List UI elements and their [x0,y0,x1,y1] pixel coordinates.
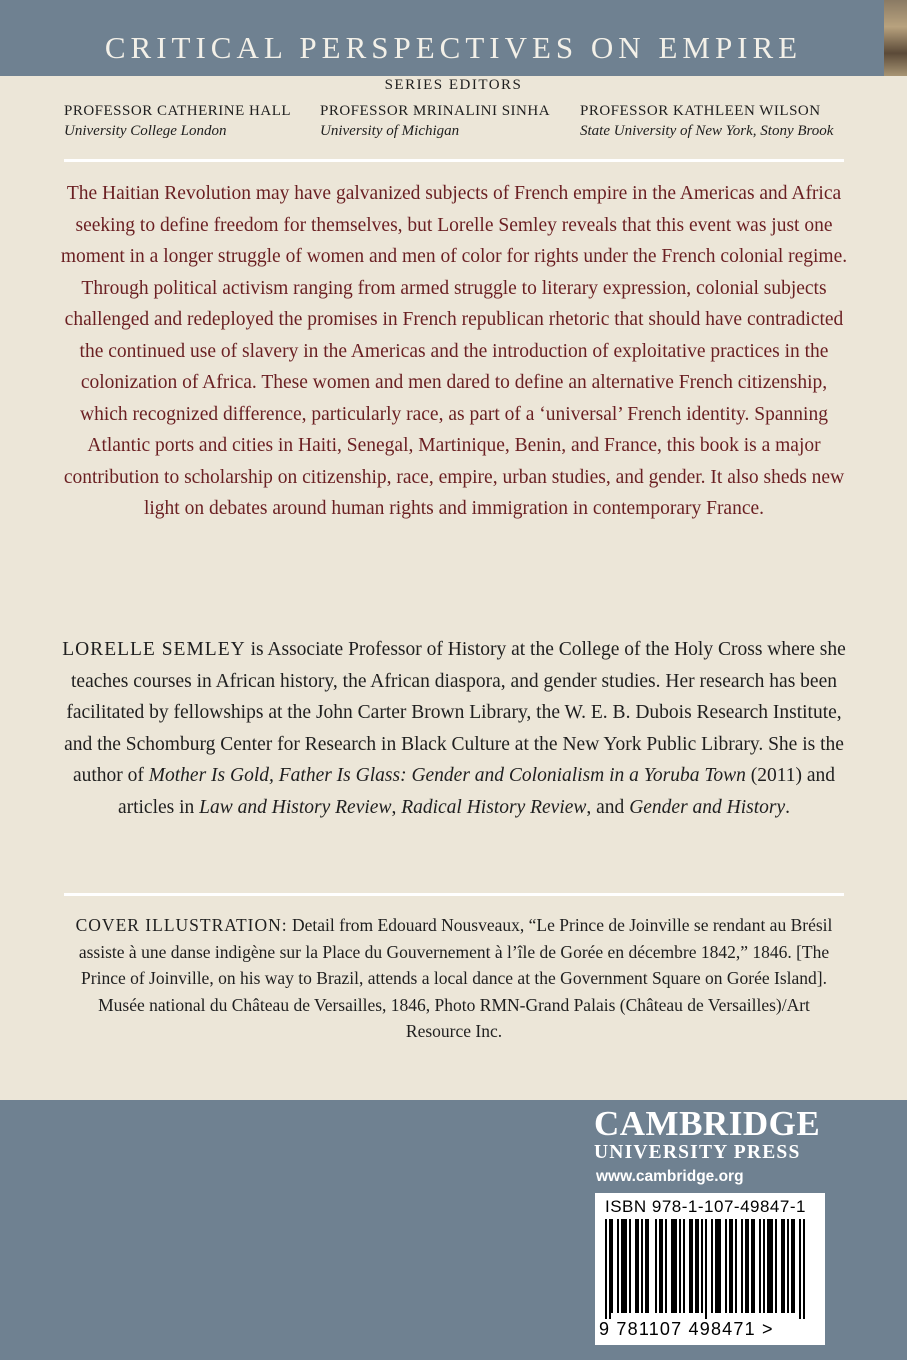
barcode-bar [711,1219,713,1313]
barcode-bar [661,1219,663,1313]
editor-name: PROFESSOR CATHERINE HALL [64,103,292,119]
series-editor [64,101,291,141]
barcode-bar [623,1219,625,1313]
barcode-bar [783,1219,785,1313]
barcode-bar [683,1219,685,1313]
barcode-bar [731,1219,733,1313]
barcode-bar [719,1219,721,1313]
journal-title: Law and History Review [199,796,392,818]
editor-institution: University of Michigan [320,123,460,139]
series-editors-heading: SERIES EDITORS [384,77,523,93]
barcode-bar [787,1219,789,1313]
book-description: The Haitian Revolution may have galvanized subjects of French empire in the Americas and Africa seeking to define freedom for themselves, but Lorelle Semley reveals that this event was just one moment in a longer struggle of women and men of color for rights under the French colonial regime. Through political activism ranging from armed struggle to literary expression, colonial subjects challenged and redeployed the promises in French republican rhetoric that should have contradicted the continued use of slavery in the Americas and the introduction of exploitative practices in the colonization of Africa. These women and men dared to define an alternative French citizenship, which recognized difference, particularly race, as part of a ‘universal’ French identity. Spanning Atlantic ports and cities in Haiti, Senegal, Martinique, Benin, and France, this book is a major contribution to scholarship on citizenship, race, empire, urban studies, and gender. It also sheds new light on debates around human rights and immigration in contemporary France. [60,183,848,519]
journal-title: Gender and History [629,796,786,818]
author-book-title: Mother Is Gold, Father Is Glass: Gender and Colonialism in a Yoruba Town [148,765,746,786]
barcode-bar [799,1219,801,1319]
barcode-bar [791,1219,793,1313]
barcode-bar [751,1219,753,1313]
barcode-bar [673,1219,675,1313]
isbn-label: ISBN 978-1-107-49847-1 [605,1197,806,1216]
barcode-bar [665,1219,667,1313]
editor-name: PROFESSOR MRINALINI SINHA [320,103,551,119]
author-name: LORELLE SEMLEY [62,639,246,660]
barcode-bar [697,1219,699,1313]
barcode-bar [689,1219,691,1313]
editor-name: PROFESSOR KATHLEEN WILSON [580,103,821,119]
barcode-bar [747,1219,749,1313]
barcode-bar [753,1219,755,1313]
barcode-bar [691,1219,693,1313]
cover-illustration-credit [74,912,834,1045]
editor-institution: State University of New York, Stony Brook [580,123,834,139]
barcode-bar [741,1219,743,1313]
barcode-bar [617,1219,619,1313]
barcode-bar [655,1219,657,1313]
cover-illustration-text: Detail from Edouard Nousveaux, “Le Prince de Joinville se rendant au Brésil assiste à une danse indigène sur la Place du Gouvernement à l’île de Gorée en décembre 1842,” 1846. [The Prince of Joinville, on his way to Brazil, attends a local dance at the Government Square on Gorée Island]. Musée national du Château de Versailles, 1846, Photo RMN-Grand Palais (Château de Versailles)/Art Resource Inc. [78,915,833,1041]
barcode-bar [769,1219,771,1313]
barcode-bar [675,1219,677,1313]
series-title: CRITICAL PERSPECTIVES ON EMPIRE [104,30,803,65]
barcode-bar [625,1219,627,1313]
barcode-bar [763,1219,765,1313]
series-editor [320,101,550,141]
barcode-bar [611,1219,613,1313]
author-bio-text: is Associate Professor of History at the College of the Holy Cross where she teaches courses in African history, the African diaspora, and gender studies. Her research has been facilitated by fellowships at the John Carter Brown Library, the W. E. B. Dubois Research Institute, and the Schomburg Center for Research in Black Culture at the New York Public Library. She is the author of [64,639,846,786]
barcode-bar [647,1219,649,1313]
barcode-bar [781,1219,783,1313]
period: . [785,796,791,818]
barcode-bar [717,1219,719,1313]
barcode-bar [775,1219,777,1313]
barcode-bar [793,1219,795,1313]
barcode-bar [715,1219,717,1313]
barcode-bar [695,1219,697,1313]
barcode-bar [745,1219,747,1313]
barcode-bars [603,1219,817,1321]
separator: , [391,796,402,818]
publisher-website[interactable]: www.cambridge.org [596,1168,744,1185]
barcode-bar [621,1219,623,1313]
barcode-bar [701,1219,703,1313]
barcode-bar [635,1219,637,1313]
barcode-bar [735,1219,737,1313]
author-bio [60,634,848,823]
barcode-bar [803,1219,805,1319]
barcode-bar [767,1219,769,1313]
series-editor [580,101,833,141]
publisher-press: UNIVERSITY PRESS [594,1142,801,1163]
journal-title: Radical History Review [401,796,587,818]
cover-illustration-label: COVER ILLUSTRATION: [75,915,288,935]
barcode-bar [759,1219,761,1313]
separator: , and [586,796,630,818]
barcode-bar [629,1219,631,1313]
barcode-bar [641,1219,643,1313]
barcode-bar [725,1219,727,1313]
author-bio-text: (2011) and articles in [117,765,836,818]
barcode-digits: 9 781107 498471 > [599,1319,774,1339]
editor-institution: University College London [64,123,227,139]
barcode-bar [659,1219,661,1313]
barcode-bar [679,1219,681,1313]
divider [64,893,844,896]
barcode-bar [645,1219,647,1313]
barcode-bar [729,1219,731,1313]
barcode-bar [637,1219,639,1313]
barcode [595,1193,825,1345]
publisher-logo: CAMBRIDGE [594,1104,821,1143]
barcode-bar [605,1219,607,1319]
barcode-bar [705,1219,707,1319]
divider [64,159,844,162]
barcode-bar [671,1219,673,1313]
barcode-bar [609,1219,611,1319]
barcode-bar [771,1219,773,1313]
